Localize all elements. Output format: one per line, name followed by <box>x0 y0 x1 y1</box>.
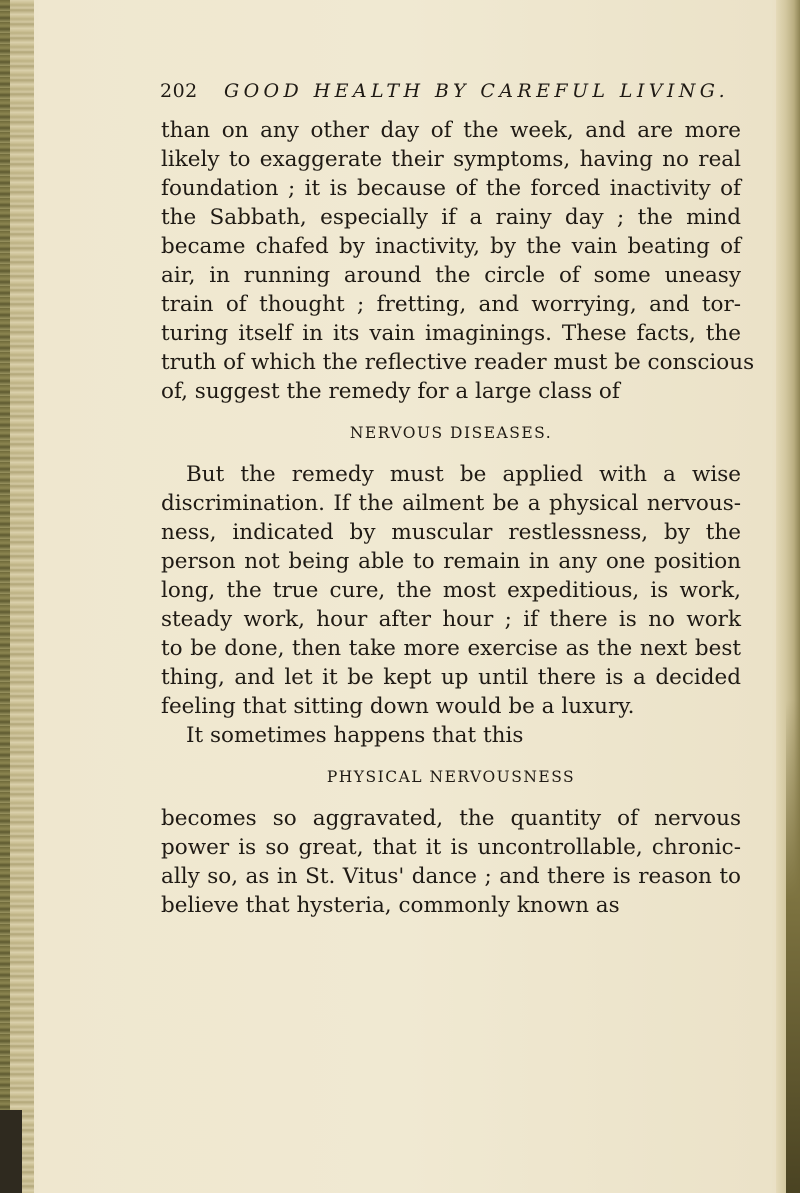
text-line: ally so, as in St. Vitus' dance ; and there is reason to <box>161 864 741 889</box>
paragraph-1 <box>161 116 755 406</box>
text-line: discrimination. If the ailment be a physical nervous- <box>161 491 741 516</box>
text-line: But the remedy must be applied with a wise <box>186 462 741 487</box>
text-line: ness, indicated by muscular restlessness, by the <box>161 520 741 545</box>
text-line: It sometimes happens that this <box>186 723 524 748</box>
text-line: power is so great, that it is uncontrollable, chronic- <box>161 835 741 860</box>
page-fore-edge-shadow <box>786 700 800 1193</box>
text-line: becomes so aggravated, the quantity of nervous <box>161 806 741 831</box>
running-header <box>160 80 730 110</box>
text-line: long, the true cure, the most expeditious, is work, <box>161 578 741 603</box>
text-line: of, suggest the remedy for a large class of <box>161 379 620 404</box>
text-line: turing itself in its vain imaginings. These facts, the <box>161 321 741 346</box>
text-line: the Sabbath, especially if a rainy day ; the mind <box>161 205 741 230</box>
text-line: likely to exaggerate their symptoms, having no real <box>161 147 741 172</box>
page-binding-edge <box>0 0 10 1193</box>
section-heading-physical-nervousness: PHYSICAL NERVOUSNESS <box>326 768 576 786</box>
text-line: air, in running around the circle of some uneasy <box>161 263 741 288</box>
text-line: foundation ; it is because of the forced inactivity of <box>161 176 741 201</box>
text-line: feeling that sitting down would be a luxury. <box>161 694 635 719</box>
text-line: to be done, then take more exercise as the next best <box>161 636 741 661</box>
text-line: steady work, hour after hour ; if there is no work <box>161 607 741 632</box>
section-heading-nervous-diseases: NERVOUS DISEASES. <box>349 424 553 442</box>
text-line: believe that hysteria, commonly known as <box>161 893 620 918</box>
text-line: thing, and let it be kept up until there is a decided <box>161 665 741 690</box>
paragraph-2 <box>161 460 741 750</box>
page-corner-shadow <box>0 1110 22 1193</box>
text-line: truth of which the reflective reader must be conscious <box>161 350 755 375</box>
page-number: 202 <box>160 80 198 102</box>
text-line: became chafed by inactivity, by the vain beating of <box>161 234 741 259</box>
text-line: than on any other day of the week, and are more <box>161 118 741 143</box>
body-text <box>161 116 755 920</box>
text-line: train of thought ; fretting, and worrying, and tor- <box>161 292 741 317</box>
paragraph-3 <box>161 804 741 920</box>
running-title: GOOD HEALTH BY CAREFUL LIVING. <box>224 80 730 102</box>
text-line: person not being able to remain in any one position <box>161 549 741 574</box>
